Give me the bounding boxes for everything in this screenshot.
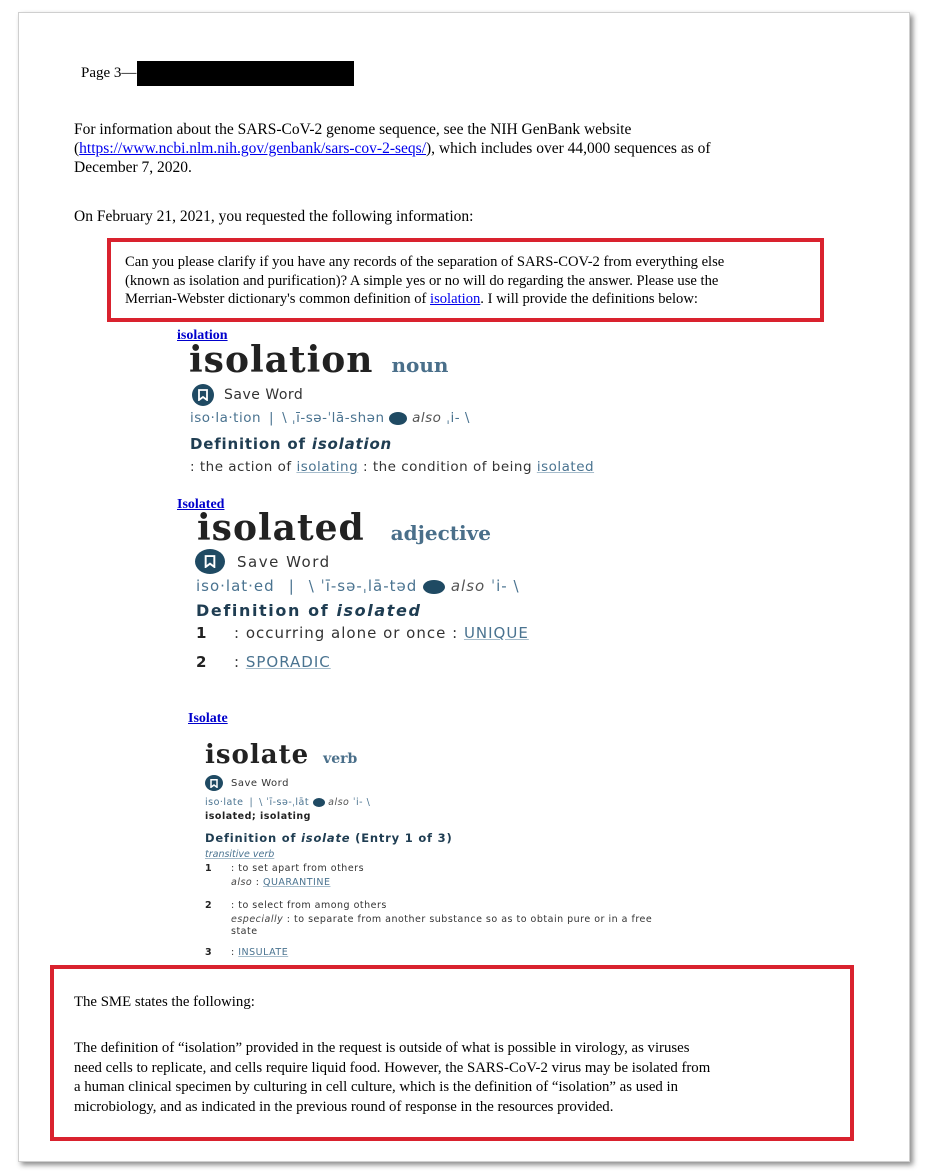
bookmark-icon [195, 549, 225, 574]
document-page [18, 12, 910, 1162]
genbank-line-2: (https://www.ncbi.nlm.nih.gov/genbank/sars-cov-2-seqs/), which includes over 44,000 sequences as of [74, 140, 711, 157]
isolation-entry-link[interactable]: isolation [177, 328, 228, 343]
genbank-paragraph [74, 120, 814, 177]
speaker-icon[interactable] [423, 580, 445, 594]
isolated-headword-row [197, 507, 491, 549]
isolated-pronunciation: iso·lat·ed | \ ˈī-sə-ˌlā-təd also ˈi- \ [196, 577, 520, 595]
isolated-save-word[interactable]: Save Word [195, 549, 331, 574]
isolation-headword-row [189, 339, 448, 381]
isolated-link[interactable]: isolated [536, 459, 595, 475]
isolated-pos: adjective [390, 521, 491, 545]
isolate-sense-3: 3 : INSULATE [205, 947, 289, 958]
insulate-link[interactable]: INSULATE [238, 947, 289, 958]
isolation-definition: : the action of isolating : the condition of being isolated [190, 459, 595, 475]
isolated-entry-link[interactable]: Isolated [177, 497, 225, 512]
isolating-link[interactable]: isolating [296, 459, 359, 475]
isolation-headword: isolation [189, 339, 374, 381]
request-text: Can you please clarify if you have any records of the separation of SARS-COV-2 from everything else (known as isolation and purification)? A simple yes or no will do regarding the answer. Please use the Merrian-Webster dictionary's common definition of isolation. I will provide the definitions below: [125, 254, 725, 307]
isolation-link[interactable]: isolation [430, 291, 481, 307]
quarantine-link[interactable]: QUARANTINE [262, 877, 331, 888]
speaker-icon[interactable] [313, 798, 325, 807]
isolate-headword-row [205, 740, 357, 770]
isolated-headword: isolated [197, 507, 365, 549]
isolate-sense-2-sub-cont: state [231, 926, 258, 937]
request-intro: On February 21, 2021, you requested the following information: [74, 208, 474, 225]
isolate-headword: isolate [205, 740, 310, 770]
isolated-sense-2: 2 : SPORADIC [196, 653, 331, 671]
sme-paragraph: The definition of “isolation” provided in the request is outside of what is possible in virology, as viruses need cells to replicate, and cells require liquid food. However, the SARS-CoV-2 virus may be isolated from a human clinical specimen by culturing in cell culture, which is the definition of “isolation” as used in microbiology, and as indicated in the previous round of response in the resources provided. [74, 1040, 711, 1115]
isolated-sense-1: 1 : occurring alone or once : UNIQUE [196, 624, 529, 642]
unique-link[interactable]: UNIQUE [463, 624, 529, 642]
isolated-definition-heading: Definition of isolated [196, 601, 422, 620]
isolate-sense-1: 1 : to set apart from others [205, 863, 365, 874]
isolate-save-word[interactable]: Save Word [205, 775, 289, 791]
isolation-pos: noun [391, 353, 449, 377]
genbank-line-3: December 7, 2020. [74, 159, 192, 176]
redaction-bar [137, 61, 354, 86]
isolate-pronunciation: iso·late | \ ˈī-sə-ˌlāt also ˈi- \ [205, 797, 371, 808]
isolate-sense-1-sub: also : QUARANTINE [231, 877, 331, 888]
isolate-sense-2-sub: especially : to separate from another substance so as to obtain pure or in a free [231, 914, 653, 925]
isolation-pronunciation: iso·la·tion | \ ˌī-sə-ˈlā-shən also ˌi- \ [190, 410, 470, 426]
sme-heading: The SME states the following: [74, 994, 255, 1010]
bookmark-icon [205, 775, 223, 791]
speaker-icon[interactable] [389, 412, 407, 425]
sporadic-link[interactable]: SPORADIC [245, 653, 331, 671]
genbank-link[interactable]: https://www.ncbi.nlm.nih.gov/genbank/sars-cov-2-seqs/ [79, 140, 427, 157]
isolate-sense-2: 2 : to select from among others [205, 900, 387, 911]
page-label: Page 3— [81, 65, 137, 81]
isolate-pos: verb [323, 751, 358, 767]
isolate-function-label: transitive verb [205, 849, 275, 860]
isolate-definition-heading: Definition of isolate (Entry 1 of 3) [205, 831, 453, 845]
genbank-line-1: For information about the SARS-CoV-2 genome sequence, see the NIH GenBank website [74, 121, 632, 138]
bookmark-icon [192, 384, 214, 406]
isolation-definition-heading: Definition of isolation [190, 435, 393, 453]
isolation-save-word[interactable]: Save Word [192, 384, 303, 406]
isolate-inflections: isolated; isolating [205, 811, 311, 822]
isolate-entry-link[interactable]: Isolate [188, 711, 228, 726]
